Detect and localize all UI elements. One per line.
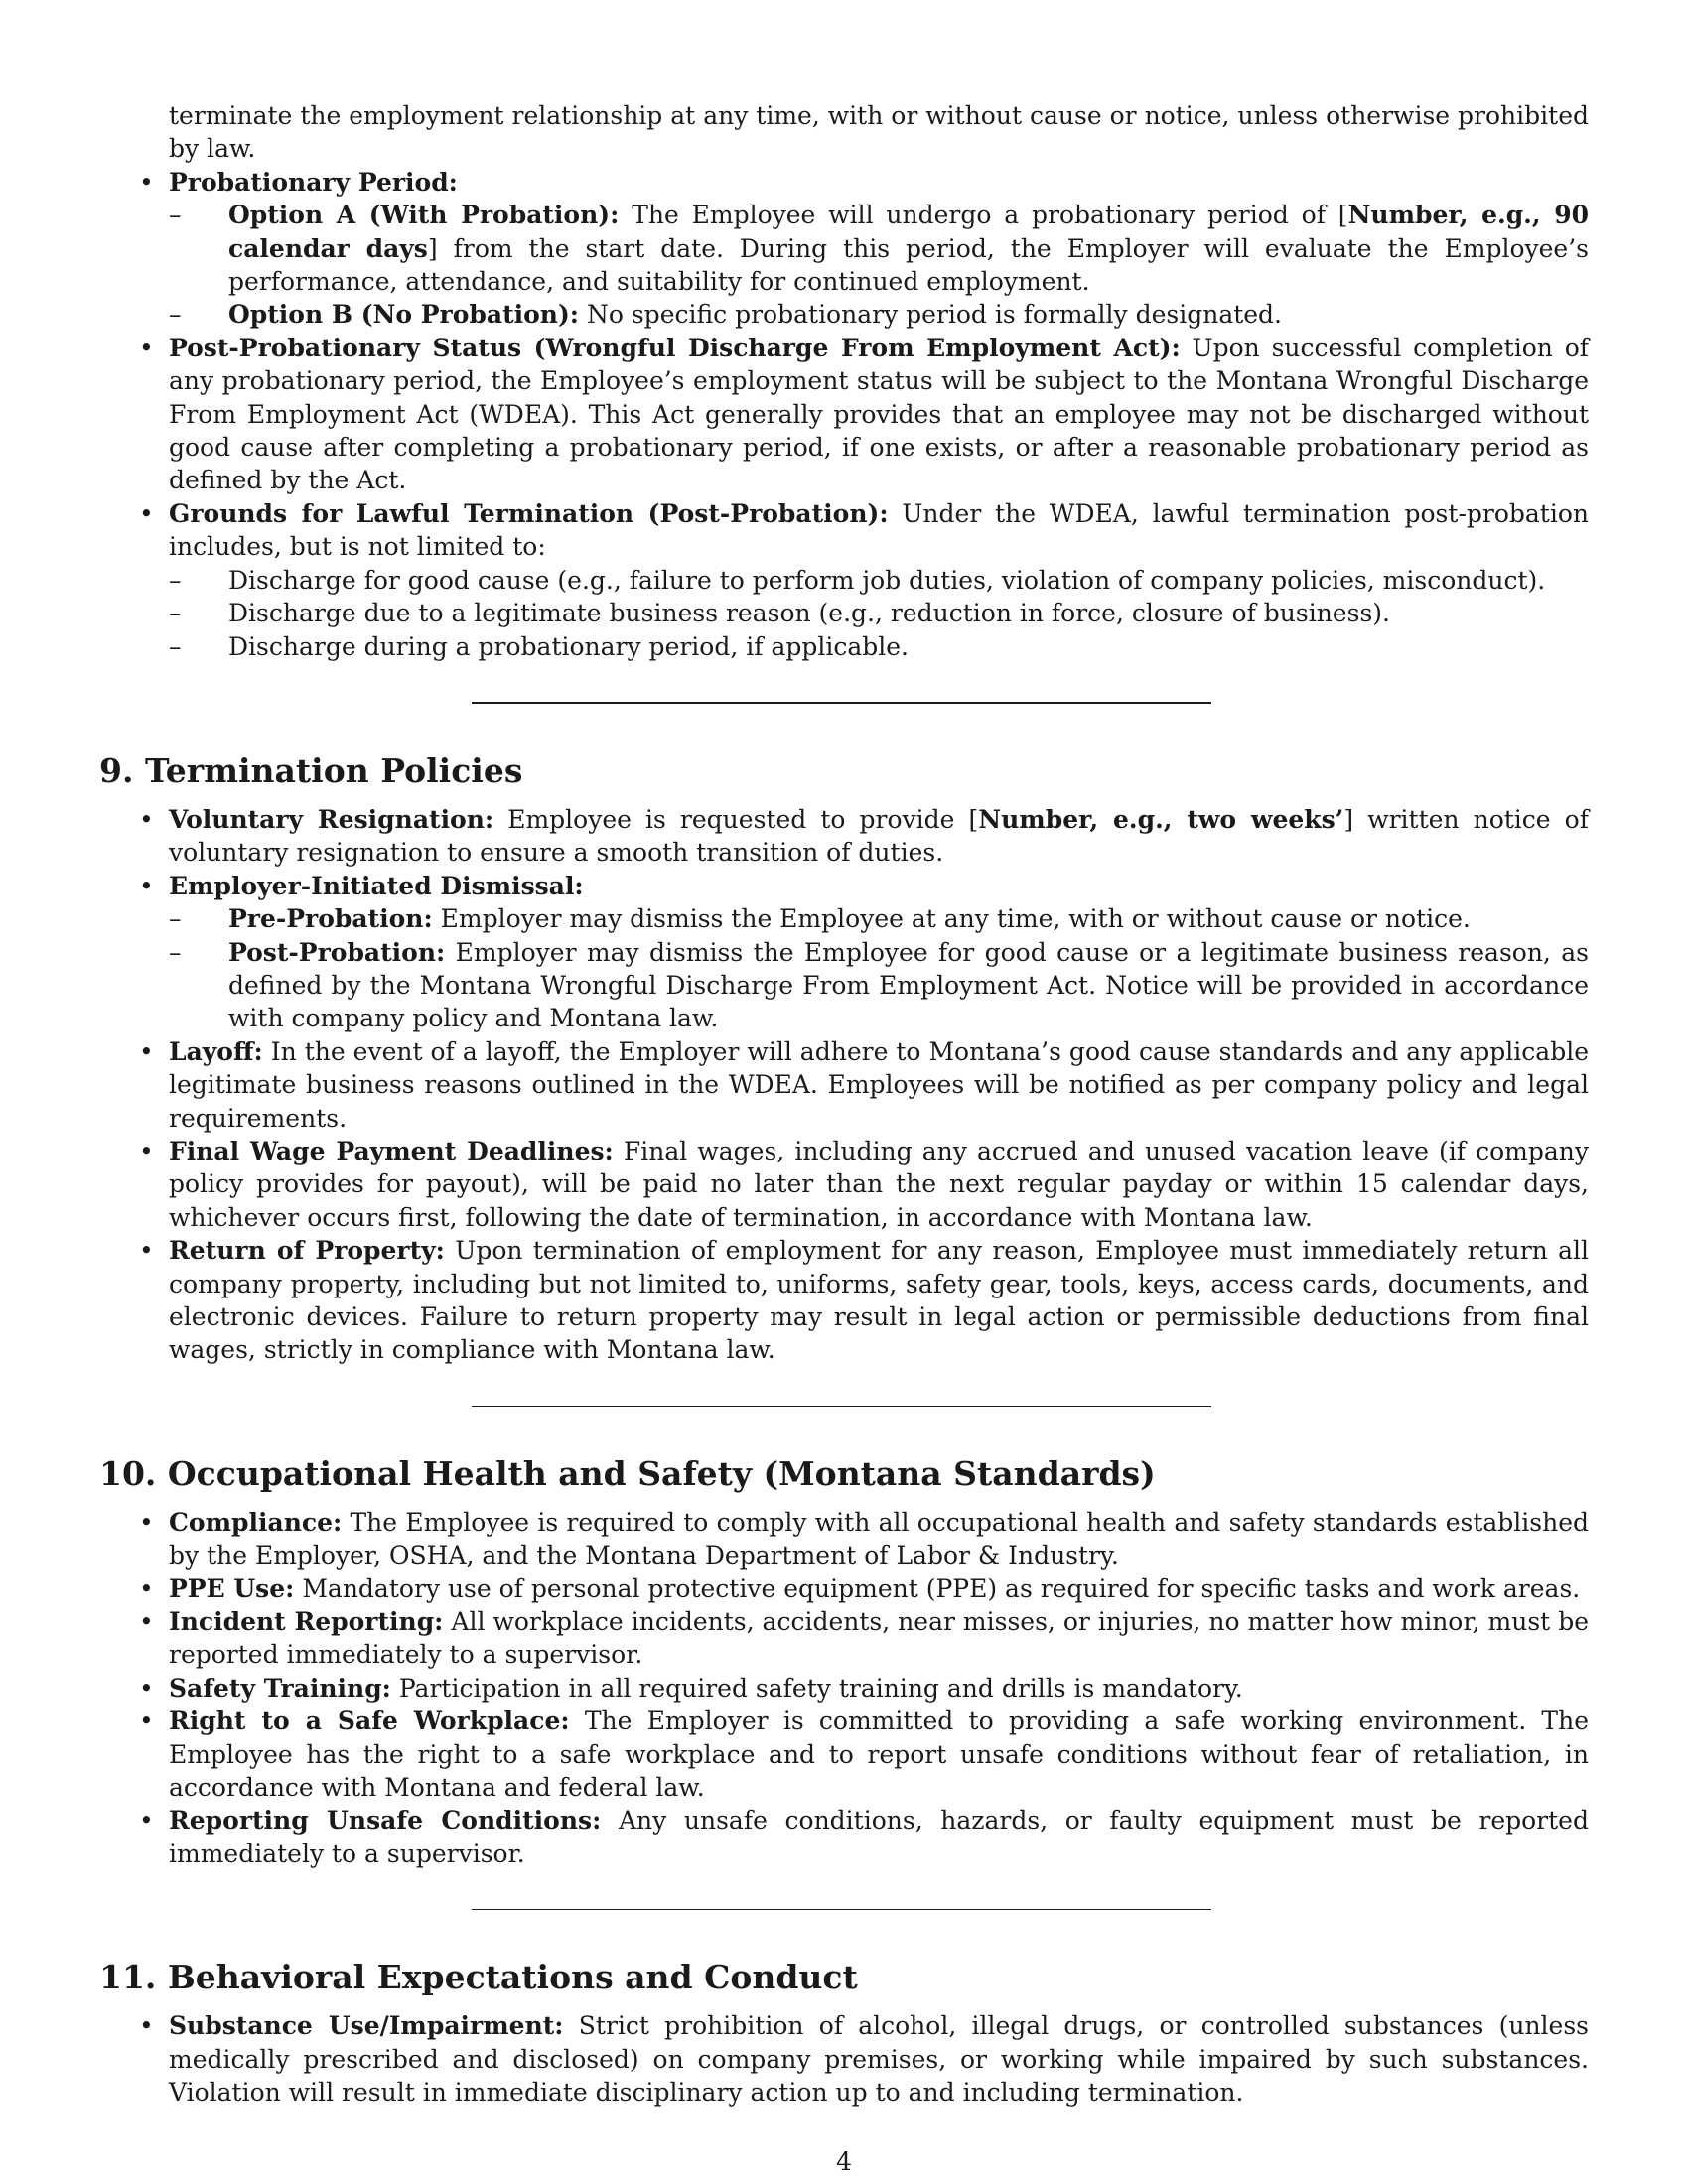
option-a-text-post: ] from the start date. During this period, the Employer will evaluate the Employee’s performance, attendance, and suitability for continued employment. [228, 233, 1589, 297]
probation-options [169, 199, 1589, 332]
section8-list [99, 166, 1589, 663]
item-text-post: ] written notice of voluntary resignation to ensure a smooth transition of duties. [169, 804, 1589, 868]
sub-label: Pre-Probation: [228, 904, 433, 934]
item-text: Upon successful completion of any probationary period, the Employee’s employment status will be subject to the Montana Wrongful Discharge From Employment Act (WDEA). This Act generally provides that an employee may not be discharged without good cause after completing a probationary period, if one exists, or after a reasonable probationary period as defined by the Act. [169, 333, 1590, 495]
grounds-item: – Discharge for good cause (e.g., failure to perform job duties, violation of company policies, misconduct). [169, 564, 1589, 597]
section11-list [99, 2009, 1589, 2109]
item-label: Return of Property: [169, 1236, 445, 1266]
sub-text: Employer may dismiss the Employee for good cause or a legitimate business reason, as defined by the Montana Wrongful Discharge From Employment Act. Notice will be provided in accordance with company policy and Montana law. [228, 937, 1589, 1033]
section-heading-termination: 9. Termination Policies [99, 751, 523, 790]
list-item-final-wage [99, 1135, 1589, 1234]
option-a [169, 199, 1589, 298]
item-label: Final Wage Payment Deadlines: [169, 1136, 614, 1165]
item-text: All workplace incidents, accidents, near misses, or injuries, no matter how minor, must be reported immediately to a supervisor. [169, 1607, 1590, 1670]
sub-text: Employer may dismiss the Employee at any time, with or without cause or notice. [440, 904, 1471, 934]
grounds-list [169, 564, 1589, 663]
item-label: Voluntary Resignation: [169, 804, 494, 834]
item-text: Upon termination of employment for any reason, Employee must immediately return all company property, including but not limited to, uniforms, safety gear, tools, keys, access cards, documents, and electronic devices. Failure to return property may result in legal action or permissible deductions from final wages, strictly in compliance with Montana law. [169, 1236, 1589, 1365]
option-a-placeholder: Number, e.g., 90 calendar days [228, 201, 1589, 263]
item-label: PPE Use: [169, 1573, 295, 1603]
list-item [99, 2009, 1589, 2109]
list-item-dismissal [99, 870, 1589, 1035]
list-item-voluntary [99, 803, 1589, 870]
option-a-text-pre: The Employee will undergo a probationary period of [ [632, 201, 1348, 230]
option-b-text: No specific probationary period is formally designated. [586, 300, 1283, 330]
section-heading-health-safety: 10. Occupational Health and Safety (Montana Standards) [99, 1453, 1156, 1493]
intro-continuation: terminate the employment relationship at any time, with or without cause or notice, unless otherwise prohibited by law. [169, 101, 1589, 164]
list-item [99, 1804, 1589, 1870]
item-label: Layoff: [169, 1036, 263, 1066]
list-item-layoff [99, 1035, 1589, 1135]
item-text: Strict prohibition of alcohol, illegal drugs, or controlled substances (unless medically prescribed and disclosed) on company premises, or working while impaired by such substances. Violation will result in immediate disciplinary action up to and including termination. [169, 2011, 1589, 2108]
list-item-probationary [99, 166, 1589, 332]
item-text: Under the WDEA, lawful termination post-probation includes, but is not limited to: [169, 498, 1589, 562]
list-item [99, 1705, 1589, 1804]
item-text: Mandatory use of personal protective equipment (PPE) as required for specific tasks and work areas. [302, 1573, 1581, 1603]
list-item-grounds [99, 497, 1589, 663]
page-number: 4 [836, 2147, 852, 2176]
list-item [99, 1506, 1589, 1572]
item-placeholder: Number, e.g., two weeks’ [978, 804, 1344, 834]
grounds-item: – Discharge due to a legitimate business reason (e.g., reduction in force, closure of business). [169, 597, 1589, 629]
option-b-label: Option B (No Probation): [228, 300, 580, 330]
item-label: Right to a Safe Workplace: [169, 1706, 570, 1736]
item-text-pre: Employee is requested to provide [ [507, 804, 979, 834]
section9-list [99, 803, 1589, 1367]
item-text: Any unsafe conditions, hazards, or faulty equipment must be reported immediately to a supervisor. [169, 1806, 1589, 1868]
item-label: Safety Training: [169, 1673, 391, 1703]
item-label: Probationary Period: [169, 167, 458, 197]
item-label: Reporting Unsafe Conditions: [169, 1806, 602, 1836]
dismissal-options [169, 902, 1589, 1035]
list-item [99, 1672, 1589, 1705]
list-item [99, 1605, 1589, 1672]
item-text: Participation in all required safety training and drills is mandatory. [398, 1673, 1243, 1703]
item-text: In the event of a layoff, the Employer will adhere to Montana’s good cause standards and any applicable legitimate business reasons outlined in the WDEA. Employees will be notified as per company policy and legal requirements. [169, 1036, 1589, 1133]
item-label: Compliance: [169, 1507, 343, 1537]
option-a-label: Option A (With Probation): [228, 201, 620, 230]
item-text: The Employee is required to comply with all occupational health and safety standards established by the Employer, OSHA, and the Montana Department of Labor & Industry. [169, 1507, 1589, 1570]
item-label: Post-Probationary Status (Wrongful Discharge From Employment Act): [169, 333, 1181, 362]
document-page [99, 99, 1589, 2110]
list-item [99, 1572, 1589, 1605]
item-label: Incident Reporting: [169, 1607, 444, 1637]
section-heading-conduct: 11. Behavioral Expectations and Conduct [99, 1958, 858, 1997]
item-label: Employer-Initiated Dismissal: [169, 871, 584, 900]
sub-label: Post-Probation: [228, 937, 446, 967]
list-item-return-property [99, 1234, 1589, 1367]
item-text: Final wages, including any accrued and unused vacation leave (if company policy provides for payout), will be paid no later than the next regular payday or within 15 calendar days, whichever occurs first, following the date of termination, in accordance with Montana law. [169, 1136, 1590, 1232]
item-label: Substance Use/Impairment: [169, 2011, 564, 2041]
option-b [169, 298, 1589, 331]
section10-list [99, 1506, 1589, 1870]
item-label: Grounds for Lawful Termination (Post-Probation): [169, 498, 889, 528]
list-item-post-probationary [99, 332, 1589, 497]
post-probation [169, 936, 1589, 1035]
grounds-item: – Discharge during a probationary period, if applicable. [169, 630, 1589, 663]
item-text: The Employer is committed to providing a safe working environment. The Employee has the right to a safe workplace and to report unsafe conditions without fear of retaliation, in accordance with Montana and federal law. [169, 1706, 1589, 1803]
pre-probation [169, 902, 1589, 935]
